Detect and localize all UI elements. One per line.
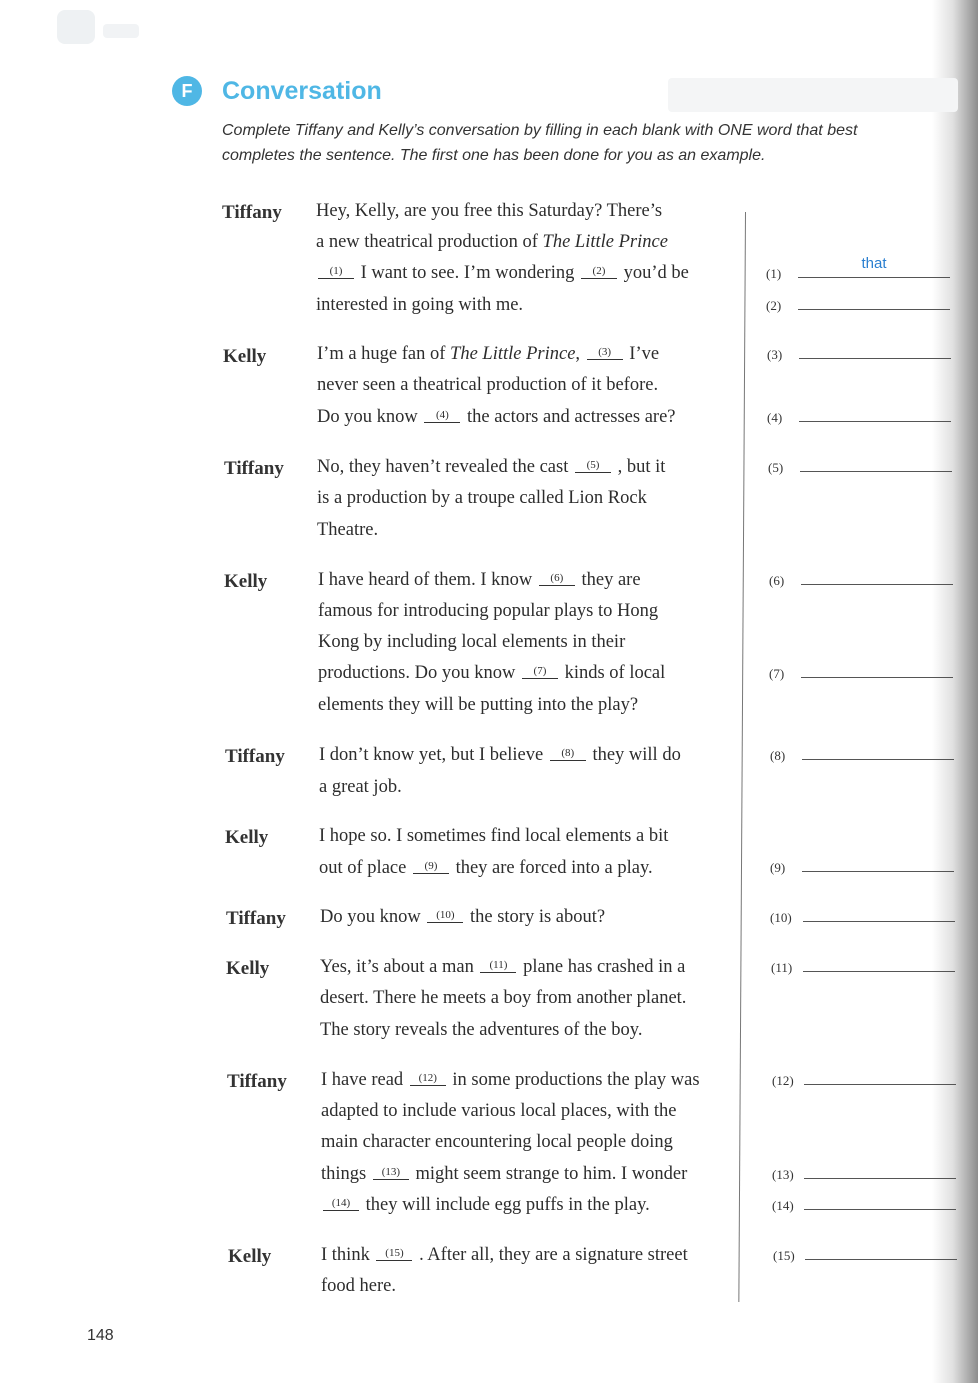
dialogue-line: (14) they will include egg puffs in the play.: [321, 1195, 650, 1216]
blank-15: (15): [376, 1247, 412, 1261]
speaker-tiffany: Tiffany: [225, 746, 285, 767]
answer-label: (12): [772, 1073, 794, 1088]
answer-label: (11): [771, 960, 793, 975]
dialogue-line: I hope so. I sometimes find local elements a bit: [319, 826, 669, 846]
speaker-tiffany: Tiffany: [227, 1071, 287, 1092]
answer-label: (5): [768, 460, 784, 475]
dialogue-line: (1) I want to see. I’m wondering (2) you’d be: [316, 263, 689, 284]
dialogue-line: Hey, Kelly, are you free this Saturday? There’s: [316, 201, 663, 221]
dialogue-line: I think (15) . After all, they are a signature street: [321, 1245, 688, 1265]
answer-label: (8): [770, 748, 786, 763]
answer-line[interactable]: [804, 1209, 956, 1210]
answer-label: (9): [770, 860, 786, 875]
speaker-tiffany: Tiffany: [224, 458, 284, 479]
blank-4: (4): [424, 409, 460, 423]
section-title: Conversation: [222, 76, 382, 105]
speaker-tiffany: Tiffany: [226, 908, 286, 929]
speaker-kelly: Kelly: [223, 346, 267, 367]
dialogue-line: out of place (9) they are forced into a play.: [319, 858, 653, 878]
answer-label: (10): [770, 910, 792, 925]
dialogue-line: Yes, it’s about a man (11) plane has crashed in a: [320, 957, 686, 977]
blank-12: (12): [410, 1072, 446, 1086]
answer-label: (15): [773, 1248, 795, 1263]
blank-3: (3): [587, 346, 623, 360]
dialogue-line: Kong by including local elements in their: [318, 632, 626, 652]
answer-line[interactable]: [799, 358, 951, 359]
dialogue-line: productions. Do you know (7) kinds of local: [318, 663, 666, 683]
answer-line[interactable]: [803, 921, 955, 922]
dialogue-line: elements they will be putting into the play?: [318, 695, 639, 715]
dialogue-line: is a production by a troupe called Lion Rock: [317, 488, 647, 508]
dialogue-line: main character encountering local people doing: [321, 1132, 673, 1152]
dialogue-line: I have heard of them. I know (6) they are: [318, 570, 641, 590]
blank-1: (1): [318, 265, 354, 279]
answer-line[interactable]: [805, 1259, 957, 1260]
speaker-kelly: Kelly: [225, 827, 269, 848]
page-number: 148: [87, 1327, 114, 1344]
blank-6: (6): [539, 572, 575, 586]
dialogue-line: a great job.: [319, 777, 402, 797]
answer-line[interactable]: [804, 1178, 956, 1179]
dialogue-line: things (13) might seem strange to him. I wonder: [321, 1164, 688, 1184]
section-badge: F: [172, 76, 202, 106]
dialogue-line: interested in going with me.: [316, 295, 524, 315]
blank-13: (13): [373, 1166, 409, 1180]
bleed-through-heading: [668, 70, 968, 120]
answer-label: (6): [769, 573, 785, 588]
dialogue-line: Theatre.: [317, 520, 379, 540]
dialogue-line: Do you know (4) the actors and actresses are?: [317, 407, 676, 427]
answer-label: (4): [767, 410, 783, 425]
answer-line[interactable]: [804, 1084, 956, 1085]
dialogue-line: food here.: [321, 1276, 396, 1296]
answer-label: (13): [772, 1167, 794, 1182]
dialogue-line: The story reveals the adventures of the boy.: [320, 1020, 643, 1040]
answer-label: (2): [766, 298, 782, 313]
book-title: The Little Prince: [450, 344, 576, 364]
answer-line[interactable]: [801, 584, 953, 585]
dialogue-line: I’m a huge fan of The Little Prince, (3) I’ve: [317, 344, 660, 364]
dialogue-line: adapted to include various local places, with the: [321, 1101, 677, 1121]
speaker-kelly: Kelly: [224, 571, 268, 592]
answer-line[interactable]: [801, 677, 953, 678]
blank-7: (7): [522, 665, 558, 679]
blank-10: (10): [427, 909, 463, 923]
dialogue-line: a new theatrical production of The Little Prince: [316, 232, 668, 252]
blank-2: (2): [581, 265, 617, 279]
dialogue-line: No, they haven’t revealed the cast (5) , but it: [317, 457, 666, 477]
instructions: Complete Tiffany and Kelly’s conversation by filling in each blank with ONE word that best completes the sentence. The first one has been done for you as an example.: [222, 122, 858, 164]
dialogue-line: I have read (12) in some productions the play was: [321, 1070, 700, 1090]
answer-label: (14): [772, 1198, 794, 1213]
blank-8: (8): [550, 747, 586, 761]
dialogue-line: never seen a theatrical production of it before.: [317, 375, 659, 395]
answer-line[interactable]: [800, 471, 952, 472]
page-edge-shadow: [932, 0, 978, 1383]
blank-11: (11): [480, 959, 516, 973]
answer-line[interactable]: [803, 971, 955, 972]
dialogue-line: desert. There he meets a boy from another planet.: [320, 988, 687, 1008]
answer-line[interactable]: [802, 871, 954, 872]
blank-5: (5): [575, 459, 611, 473]
answer-line[interactable]: [798, 309, 950, 310]
answer-label: (3): [767, 347, 783, 362]
speaker-kelly: Kelly: [228, 1246, 272, 1267]
bleed-through-icon: [55, 8, 145, 48]
answer-line[interactable]: [799, 421, 951, 422]
section-header: [172, 76, 382, 106]
blank-9: (9): [413, 860, 449, 874]
speaker-kelly: Kelly: [226, 958, 270, 979]
dialogue-line: Do you know (10) the story is about?: [320, 907, 606, 927]
answer-label: (1): [766, 266, 782, 281]
answer-example: that: [861, 255, 887, 272]
blank-14: (14): [323, 1197, 359, 1211]
dialogue-line: famous for introducing popular plays to Hong: [318, 601, 659, 621]
answer-label: (7): [769, 666, 785, 681]
dialogue-line: I don’t know yet, but I believe (8) they will do: [319, 745, 681, 765]
answer-line[interactable]: [802, 759, 954, 760]
book-title: The Little Prince: [542, 232, 668, 252]
speaker-tiffany: Tiffany: [222, 202, 282, 223]
answer-column-divider: [738, 212, 746, 1302]
answer-line[interactable]: [798, 277, 950, 278]
